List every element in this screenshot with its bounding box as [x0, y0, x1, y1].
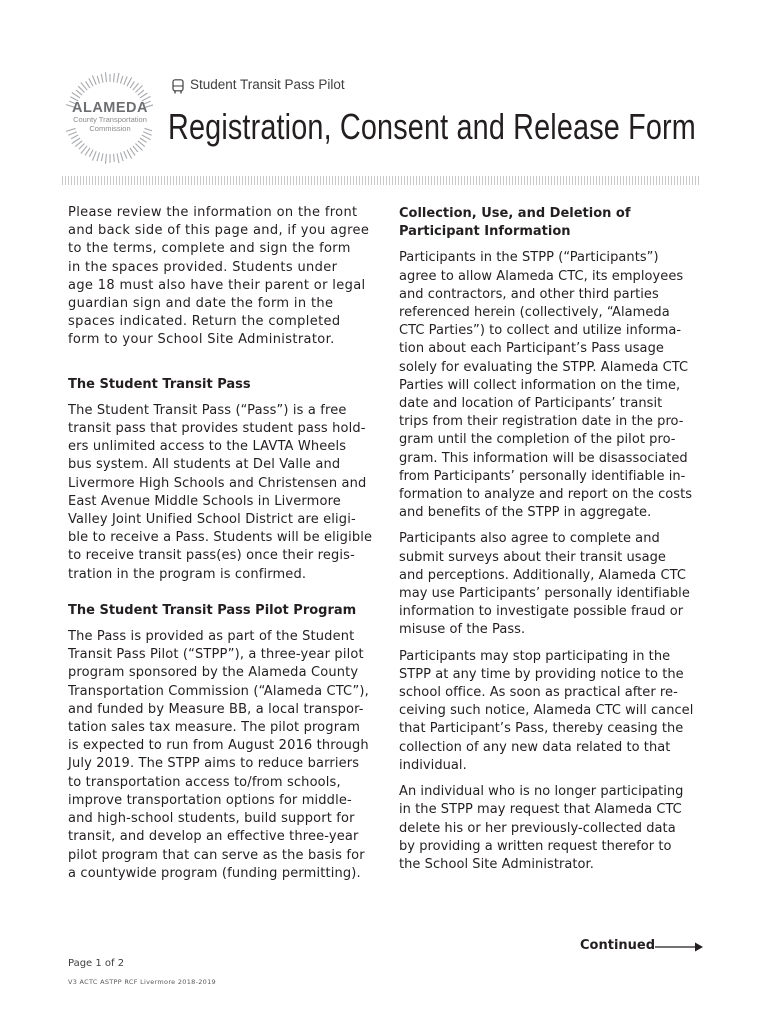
intro-paragraph: Please review the information on the front and back side of this page and, if you agree to the terms, complete and sign the form in the spaces provided. Students under age 18 must also have their parent or legal guardian sign and date the form in the spaces indicated. Return the completed form to your School Site Administrator.	[68, 205, 370, 348]
logo-text	[64, 100, 156, 133]
paragraph-data-collection: Participants in the STPP (“Participants”) agree to allow Alameda CTC, its employees and contractors, and other third parties referenced herein (collectively, “Alameda CTC Parties”) to collect and utilize informa- tion about each Participant’s Pass usage solely for evaluating the STPP. Alameda CTC Parties will collect information on the time, date and location of Participants’ transit trips from their registration date in the pro- gram until the completion of the pilot pro- gram. This information will be disassociated from Participants’ personally identifiable in- formation to analyze and report on the costs and benefits of the STPP in aggregate.	[399, 250, 693, 521]
logo-ray	[117, 73, 119, 83]
logo-ray	[71, 135, 78, 139]
page-number: Page 1 of 2	[68, 958, 125, 969]
logo-ray	[105, 72, 106, 82]
logo-ray	[72, 138, 80, 144]
logo-ray	[114, 154, 115, 162]
left-column	[68, 204, 388, 891]
header-divider-band	[62, 176, 699, 185]
section-heading-student-transit-pass: The Student Transit Pass	[68, 376, 251, 392]
logo-ray	[72, 92, 80, 98]
arrow-right-icon	[655, 941, 703, 953]
section-body-student-transit-pass: The Student Transit Pass (“Pass”) is a free transit pass that provides student pass hold- ers unlimited access to the LAVTA Wheels bus system. All students at Del Valle and Livermore High Schools and Christensen and East Avenue Middle Schools in Livermore Valley Joint Unified School District are eligi- ble to receive a Pass. Students will be eligible to receive transit pass(es) once their regis- tration in the program is confirmed.	[68, 402, 373, 582]
right-column	[399, 205, 709, 882]
logo-subline-2: Commission	[89, 123, 131, 133]
logo-ray	[114, 73, 115, 82]
form-title: Registration, Consent and Release Form	[168, 106, 696, 147]
logo-ray	[133, 146, 138, 152]
logo-ray	[120, 76, 122, 84]
logo-ray	[127, 150, 132, 159]
logo-ray	[92, 76, 96, 85]
section-heading-pilot-program: The Student Transit Pass Pilot Program	[68, 602, 357, 618]
logo-ray	[97, 152, 100, 161]
logo-subline-1: County Transportation	[73, 115, 147, 124]
paragraph-stop-participating: Participants may stop participating in the STPP at any time by providing notice to the school office. As soon as practical after re- ceiving such notice, Alameda CTC will cancel that Participant’s Pass, thereby ceasing the collection of any new data related to that individual.	[399, 648, 694, 773]
paragraph-data-deletion: An individual who is no longer participating in the STPP may request that Alameda CTC delete his or her previously-collected data by providing a written request therefor to the School Site Administrator.	[399, 784, 684, 872]
bus-icon	[172, 79, 184, 94]
logo-name: ALAMEDA	[72, 100, 148, 116]
logo-ray	[120, 152, 123, 161]
program-subtitle: Student Transit Pass Pilot	[190, 77, 345, 92]
section-body-pilot-program: The Pass is provided as part of the Student Transit Pass Pilot (“STPP”), a three-year pilot program sponsored by the Alameda County Transportation Commission (“Alameda CTC”), and funded by Measure BB, a local transpor- tation sales tax measure. The pilot program is expected to run from August 2016 through July 2019. The STPP aims to reduce barriers to transportation access to/from schools, improve transportation options for middle- and high-school students, build support for transit, and develop an effective three-year pilot program that can serve as the basis for a countywide program (funding permitting).	[68, 629, 369, 881]
logo-ray	[133, 83, 139, 90]
logo-ray	[140, 138, 147, 142]
logo-ray	[130, 148, 135, 155]
document-code: V3 ACTC ASTPP RCF Livermore 2018-2019	[68, 978, 216, 986]
paragraph-surveys: Participants also agree to complete and submit surveys about their transit usage and perceptions. Additionally, Alameda CTC may use Participants’ personally identifiable information to investigate possible fraud or misuse of the Pass.	[399, 531, 690, 638]
logo-ray	[86, 81, 90, 88]
logo-ray	[101, 153, 103, 161]
logo-ray	[97, 76, 99, 84]
logo-ray	[92, 151, 96, 160]
logo-ray	[78, 86, 84, 92]
logo-ray	[76, 90, 82, 95]
logo-ray	[105, 154, 106, 164]
logo-ray	[138, 90, 144, 95]
section-heading-participant-information: Collection, Use, and Deletion of Participant Information	[399, 206, 631, 240]
logo-ray	[89, 78, 93, 86]
logo-ray	[79, 143, 85, 149]
logo-ray	[117, 153, 119, 163]
logo-ray	[101, 74, 103, 83]
logo-ray	[142, 135, 151, 140]
logo-ray	[138, 141, 145, 147]
logo-ray	[89, 150, 93, 157]
logo-ray	[75, 141, 82, 147]
continued-label: Continued	[580, 938, 656, 953]
logo-ray	[130, 81, 134, 88]
logo-ray	[85, 148, 90, 155]
logo-ray	[140, 93, 147, 98]
logo-ray	[124, 76, 127, 84]
logo-ray	[124, 151, 127, 158]
logo-ray	[127, 77, 132, 86]
